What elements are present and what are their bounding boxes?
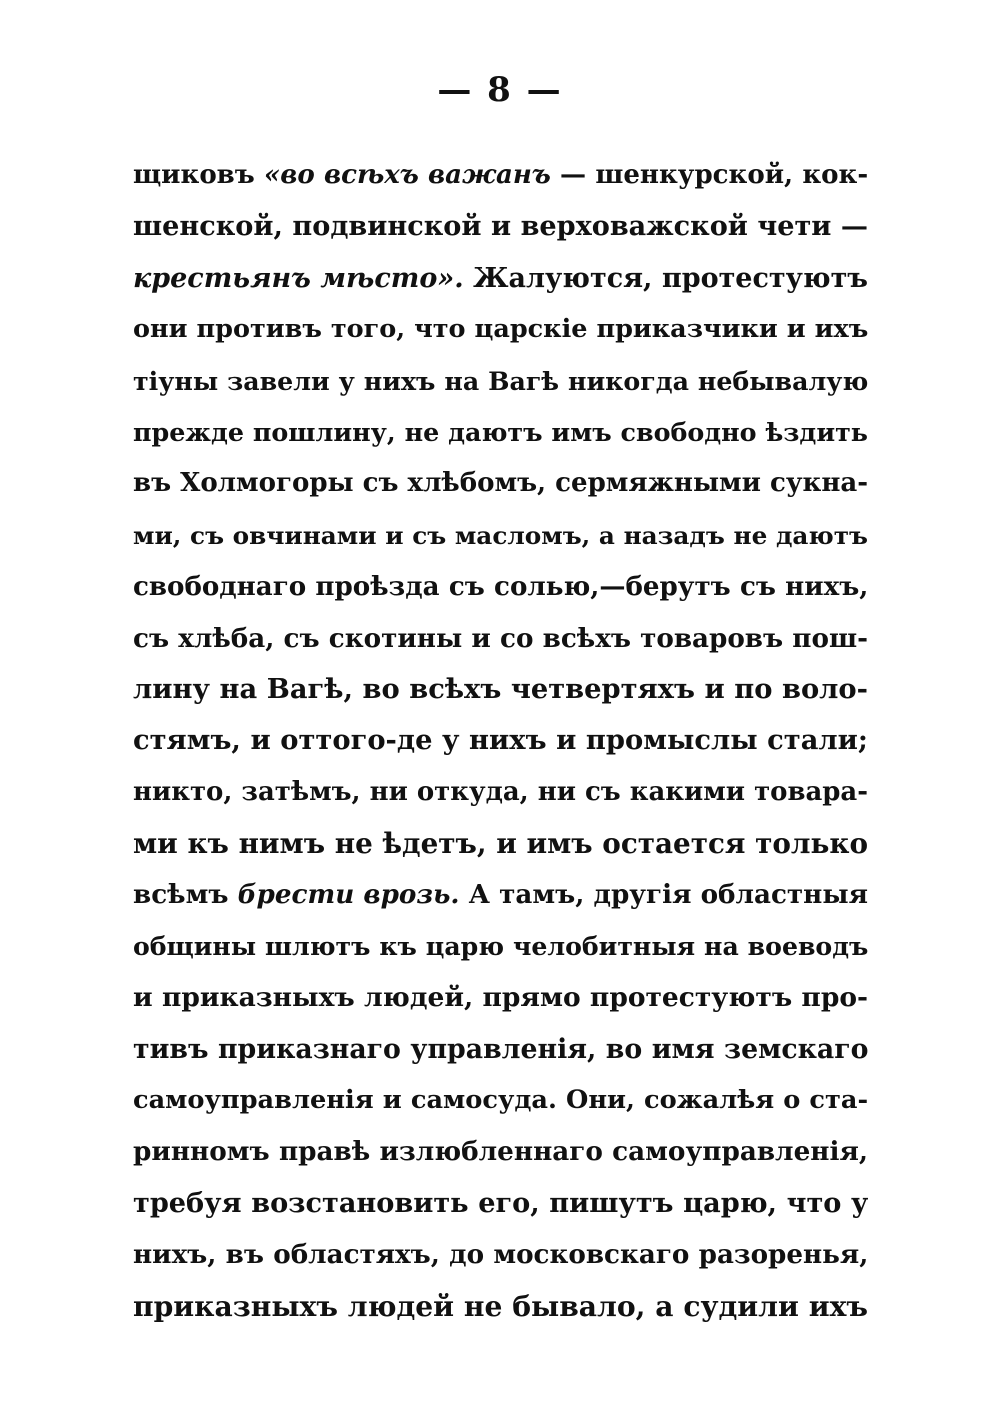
text-line <box>133 510 868 561</box>
text-span: въ Холмогоры съ хлѣбомъ, сермяжными сукна- <box>133 468 868 499</box>
body-text <box>133 150 868 1332</box>
text-span: щиковъ <box>133 160 264 190</box>
text-span: приказныхъ людей не бывало, а судили ихъ <box>133 1289 868 1323</box>
italic-text-span: крестьянъ мѣсто». <box>133 262 464 294</box>
text-span: А тамъ, другія областныя <box>459 879 868 911</box>
text-span: Жалуются, протестуютъ <box>463 262 868 294</box>
text-line <box>133 407 868 458</box>
text-span: требуя возстановить его, пишутъ царю, что у <box>133 1187 868 1219</box>
text-span: лину на Вагѣ, во всѣхъ четвертяхъ и по воло- <box>133 672 868 705</box>
text-span: всѣмъ <box>133 879 238 911</box>
text-span: прежде пошлину, не даютъ имъ свободно ѣздить <box>133 416 868 447</box>
text-line <box>133 561 868 612</box>
page-number: — 8 — <box>437 70 563 110</box>
text-span: и приказныхъ людей, прямо протестуютъ про- <box>133 982 868 1014</box>
text-line <box>133 613 868 664</box>
text-line <box>133 818 868 869</box>
text-span: шенской, подвинской и верховажской чети — <box>133 211 868 243</box>
text-line <box>133 1075 868 1126</box>
text-line <box>133 253 868 304</box>
text-line <box>133 972 868 1023</box>
text-line <box>133 304 868 355</box>
text-line <box>133 150 868 201</box>
text-span: съ хлѣба, съ скотины и со всѣхъ товаровъ пош- <box>133 622 868 654</box>
text-line <box>133 1126 868 1177</box>
text-line <box>133 1024 868 1075</box>
text-span: ми, съ овчинами и съ масломъ, а назадъ не даютъ <box>133 520 868 550</box>
text-span: — шенкурской, кок- <box>550 160 868 190</box>
text-line <box>133 664 868 715</box>
text-span: стямъ, и оттого-де у нихъ и промыслы стали; <box>133 724 868 757</box>
text-span: ринномъ правѣ излюбленнаго самоуправленія, <box>133 1136 868 1168</box>
text-line <box>133 767 868 818</box>
text-span: тіуны завели у нихъ на Вагѣ никогда небывалую <box>133 365 868 396</box>
italic-text-span: брести врозь. <box>237 879 460 911</box>
text-span: нихъ, въ областяхъ, до московскаго разоренья, <box>133 1239 868 1271</box>
text-line <box>133 715 868 766</box>
text-span: никто, затѣмъ, ни откуда, ни съ какими товара- <box>133 776 868 807</box>
text-line <box>133 458 868 509</box>
text-span: тивъ приказнаго управленія, во имя земскаго <box>133 1033 868 1065</box>
text-line <box>133 1178 868 1229</box>
text-line <box>133 1229 868 1280</box>
text-span: общины шлютъ къ царю челобитныя на воеводъ <box>133 930 868 961</box>
text-span: ми къ нимъ не ѣдетъ, и имъ остается только <box>133 827 868 861</box>
italic-text-span: «во всѣхъ важанъ <box>264 160 551 190</box>
text-line <box>133 356 868 407</box>
text-line <box>133 869 868 920</box>
text-line <box>133 201 868 252</box>
text-span: самоуправленія и самосуда. Они, сожалѣя о ста- <box>133 1085 868 1116</box>
text-span: они противъ того, что царскіе приказчики и ихъ <box>133 314 868 345</box>
text-span: свободнаго проѣзда съ солью,—берутъ съ нихъ, <box>133 571 868 603</box>
text-line <box>133 921 868 972</box>
text-line <box>133 1281 868 1332</box>
